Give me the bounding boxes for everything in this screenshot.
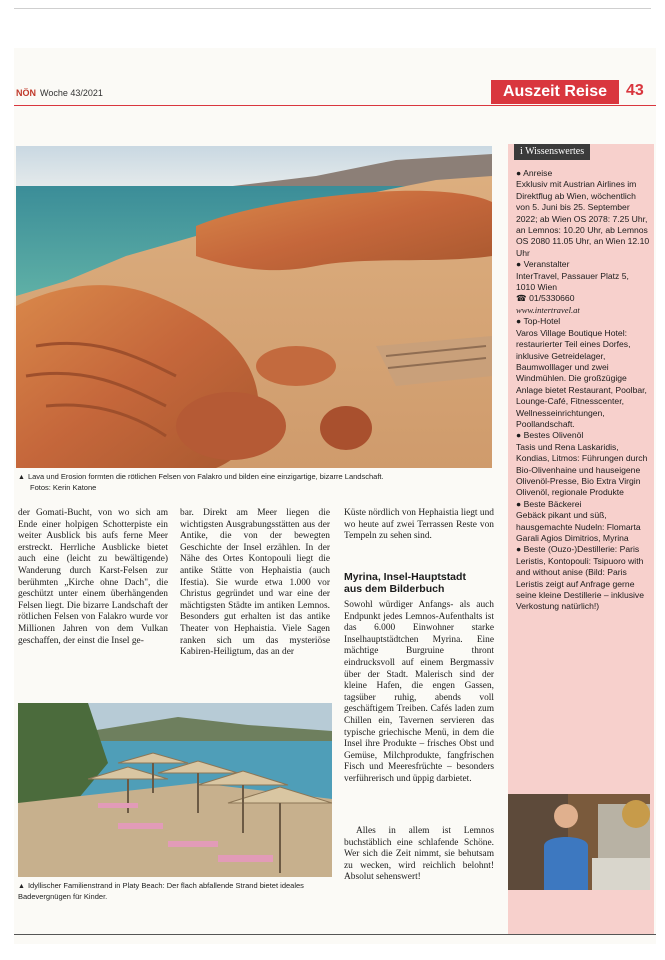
article-column-3-top: Küste nördlich von Hephaistia liegt und wo heute auf zwei Terrassen Reste von Tempeln zu sehen sind. xyxy=(344,508,494,542)
ouzo-text: Paris Leristis, Kontopouli: Tsipuoro with and without anise (Bild: Paris Leristis zeigt auf Anfrage gerne seine kleine Destillerie – inklusive Verkostung natürlich!) xyxy=(516,544,645,612)
main-caption-text: Lava und Erosion formten die rötlichen Felsen von Falakro und bilden eine einzigartige, bizarre Landschaft. xyxy=(27,472,384,481)
hotel-title: Top-Hotel xyxy=(523,316,561,327)
olive-text: Tasis und Rena Laskaridis, Kondias, Litmos: Führungen durch Bio-Olivenhaine und hauseigene Olivenöl-Presse, Bio Extra Virgin Olivenöl, regionale Produkte xyxy=(516,441,648,498)
beach-photo-caption xyxy=(18,881,332,902)
beach-photo xyxy=(18,703,332,877)
website-link[interactable]: www.intertravel.at xyxy=(516,304,580,315)
myrina-headline-line1: Myrina, Insel-Hauptstadt xyxy=(344,571,466,583)
myrina-headline-line2: aus dem Bilderbuch xyxy=(344,583,445,595)
browser-top xyxy=(0,0,665,46)
header-rule xyxy=(14,105,656,106)
issue-week: Woche 43/2021 xyxy=(40,88,103,98)
phone-number: ☎ 01/5330660 xyxy=(516,293,575,304)
photo-credit: Fotos: Kerin Katone xyxy=(30,483,97,492)
page-number: 43 xyxy=(626,82,644,99)
masthead xyxy=(16,88,103,98)
sidebar-text: ● Anreise Exklusiv mit Austrian Airlines im Direktflug ab Wien, wöchentlich von 5. Juni bis 25. September 2022; ab Wien OS 2078: 7.25 Uhr, an Lemnos: 10.20 Uhr, ab Lemnos OS 2080 11.05 Uhr, an Wien 12.10 Uhr ● Veranstalter InterTravel, Passauer Platz 5, 1010 Wien ☎ 01/5330660 www.intertravel.at ● Top-Hotel Varos Village Boutique Hotel: restaurierter Teil eines Dorfes, inklusive Getreidelager, Baumwolllager und zwei Windmühlen. Die großzügige Anlage bietet Restaurant, Poolbar, Lounge-Café, Fitnesscenter, Wellnesseinrichtungen, Poollandschaft. ● Bestes Olivenöl Tasis und Rena Laskaridis, Kondias, Litmos: Führungen durch Bio-Olivenhaine und hauseigene Olivenöl-Presse, Bio Extra Virgin Olivenöl, regionale Produkte ● Beste Bäckerei Gebäck pikant und süß, hausgemachte Nudeln: Flomarta Garali Agios Dimitrios, Myrina ● Beste (Ouzo-)Destillerie: Paris Leristis, Kontopouli: Tsipuoro with and without anise (Bild: Paris Leristis zeigt auf Anfrage gerne seine kleine Destillerie – inklusive Verkostung natürlich!) xyxy=(516,168,650,612)
caption-triangle-icon-2: ▲ xyxy=(18,883,25,890)
distillery-photo xyxy=(508,794,650,890)
bakery-text: Gebäck pikant und süß, hausgemachte Nudeln: Flomarta Garali Agios Dimitrios, Myrina xyxy=(516,510,641,543)
main-photo-caption xyxy=(18,472,494,493)
top-rule xyxy=(14,8,651,9)
hotel-text: Varos Village Boutique Hotel: restaurierter Teil eines Dorfes, inklusive Getreidelager, Baumwolllager und zwei Windmühlen. Die großzügige Anlage bietet Restaurant, Poolbar, Lounge-Café, Fitnesscenter, Wellnesseinrichtungen, Poollandschaft. xyxy=(516,327,647,429)
rock-landscape-photo xyxy=(16,146,492,468)
caption-triangle-icon: ▲ xyxy=(18,474,25,481)
page-header xyxy=(14,80,656,106)
myrina-text: Sowohl würdiger Anfangs- als auch Endpunkt jedes Lemnos-Aufenthalts ist das 6.000 Einwohner starke Inselhauptstädtchen Myrina. Eine mächtige Burgruine thront eindrucksvoll auf einem Bergmassiv über der Stadt. Malerisch sind der kleine Hafen, die engen Gassen, tagsüber ruhig, abends voll geschäftigem Treiben. Cafés laden zum Chillen ein, Tavernen servieren das typische griechische Menü, in dem die Insel ihre Produkte – frisches Obst und Gemüse, Milchprodukte, fangfrischen Fisch und Meeresfrüchte – besonders verführerisch und üppig darbietet. xyxy=(344,600,494,784)
olive-title: Bestes Olivenöl xyxy=(523,430,584,441)
veranstalter-title: Veranstalter xyxy=(523,259,570,270)
myrina-closing: Alles in allem ist Lemnos buchstäblich eine schlafende Schöne. Wer sich die Zeit nimmt, sie behutsam zu wecken, wird reichlich belohnt! Absolut sehenswert! xyxy=(344,826,494,883)
article-column-1: der Gomati-Bucht, von wo sich am Ende einer holpigen Schotterpiste ein weiter Ausblick bis aufs ferne Meer erstreckt. Herrliche Ausblicke bietet auch eine (leicht zu bewältigende) Wanderung durch Karst-Felsen zur berühmten „Kirche ohne Dach", die geschützt unter einem überhängenden Felsen liegt. Die bizarre Landschaft der rötlichen Felsen von Falakro wurde vor Millionen Jahren von dem Vulkan geschaffen, der einst die Insel ge- xyxy=(18,508,168,646)
anreise-title: Anreise xyxy=(523,168,553,178)
beach-caption-text: Idyllischer Familienstrand in Platy Beach: Der flach abfallende Strand bietet ideales Badevergnügen für Kinder. xyxy=(18,881,304,901)
anreise-text: Exklusiv mit Austrian Airlines im Direktflug ab Wien, wöchentlich von 5. Juni bis 25. September 2022; ab Wien OS 2078: 7.25 Uhr, an Lemnos: 10.20 Uhr, ab Lemnos OS 2080 11.05 Uhr, an Wien 12.10 Uhr xyxy=(516,179,650,258)
bakery-title: Beste Bäckerei xyxy=(523,498,582,509)
bottom-rule xyxy=(14,934,656,935)
brand: NÖN xyxy=(16,88,36,98)
sidebar-title: i Wissenswertes xyxy=(514,144,590,160)
article-column-2: bar. Direkt am Meer liegen die wichtigsten Ausgrabungsstätten aus der Antike, die von der bewegten Geschichte der Insel erzählen. In der Nähe des Ortes Kontopouli liegt die antike Stätte von Hephaistia (auch Ifestia). Sie wurde etwa 1.000 vor Christus gegründet und war eine der mächtigsten Städte im antiken Lemnos. Besonders gut erhalten ist das antike Theater von Hephaistia. Viele Sagen ranken sich um das mysteriöse Kabiren-Heiligtum, das an der xyxy=(180,508,330,658)
ouzo-title: Beste (Ouzo-)Destillerie: xyxy=(523,544,618,555)
newspaper-page xyxy=(14,48,656,944)
info-sidebar xyxy=(508,144,654,934)
veranstalter-text: InterTravel, Passauer Platz 5, 1010 Wien xyxy=(516,270,629,293)
section-title: Auszeit Reise xyxy=(491,80,619,104)
myrina-headline xyxy=(344,571,494,595)
